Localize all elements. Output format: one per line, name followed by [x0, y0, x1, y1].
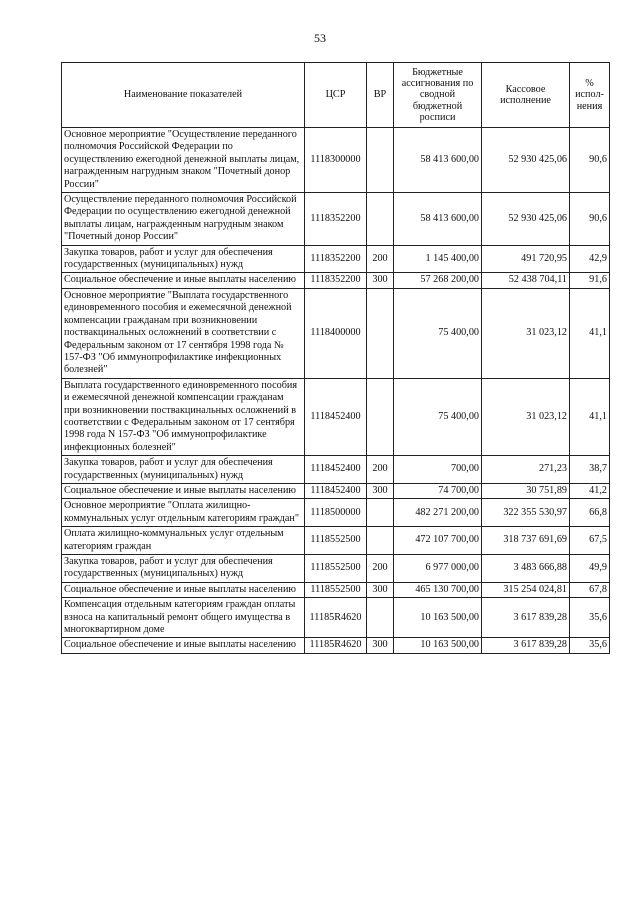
row-vr: 300	[367, 483, 394, 498]
row-cash: 322 355 530,97	[482, 499, 570, 527]
row-budget: 74 700,00	[394, 483, 482, 498]
page-number: 53	[314, 31, 326, 45]
budget-execution-table	[61, 62, 610, 654]
row-cash: 3 617 839,28	[482, 598, 570, 638]
row-budget: 482 271 200,00	[394, 499, 482, 527]
row-pct: 66,8	[570, 499, 610, 527]
row-vr: 200	[367, 555, 394, 583]
table-row	[62, 193, 610, 246]
table-row	[62, 378, 610, 455]
row-vr	[367, 193, 394, 246]
row-cash: 315 254 024,81	[482, 582, 570, 597]
row-csr: 1118400000	[305, 288, 367, 378]
row-pct: 41,2	[570, 483, 610, 498]
row-vr	[367, 527, 394, 555]
row-budget: 472 107 700,00	[394, 527, 482, 555]
row-budget: 6 977 000,00	[394, 555, 482, 583]
table-row	[62, 598, 610, 638]
row-csr: 1118552500	[305, 555, 367, 583]
table-row	[62, 273, 610, 288]
table-row	[62, 288, 610, 378]
table-row	[62, 483, 610, 498]
row-csr: 11185R4620	[305, 598, 367, 638]
row-cash: 3 483 666,88	[482, 555, 570, 583]
row-budget: 1 145 400,00	[394, 245, 482, 273]
row-cash: 31 023,12	[482, 378, 570, 455]
row-vr: 300	[367, 638, 394, 653]
row-vr: 200	[367, 245, 394, 273]
row-name: Закупка товаров, работ и услуг для обеспечения государственных (муниципальных) нужд	[62, 245, 305, 273]
row-budget: 75 400,00	[394, 288, 482, 378]
row-pct: 91,6	[570, 273, 610, 288]
row-pct: 42,9	[570, 245, 610, 273]
row-cash: 271,23	[482, 456, 570, 484]
table-row	[62, 499, 610, 527]
row-csr: 1118552500	[305, 527, 367, 555]
row-vr	[367, 288, 394, 378]
row-cash: 318 737 691,69	[482, 527, 570, 555]
table-body	[62, 128, 610, 654]
header-name: Наименование показателей	[62, 63, 305, 128]
row-csr: 11185R4620	[305, 638, 367, 653]
row-csr: 1118352200	[305, 193, 367, 246]
row-vr: 200	[367, 456, 394, 484]
row-name: Основное мероприятие "Оплата жилищно-коммунальных услуг отдельным категориям граждан"	[62, 499, 305, 527]
row-name: Социальное обеспечение и иные выплаты населению	[62, 273, 305, 288]
row-vr: 300	[367, 582, 394, 597]
row-pct: 41,1	[570, 378, 610, 455]
row-cash: 491 720,95	[482, 245, 570, 273]
row-pct: 90,6	[570, 128, 610, 193]
row-cash: 31 023,12	[482, 288, 570, 378]
row-cash: 30 751,89	[482, 483, 570, 498]
row-pct: 90,6	[570, 193, 610, 246]
row-csr: 1118352200	[305, 245, 367, 273]
row-csr: 1118500000	[305, 499, 367, 527]
row-pct: 38,7	[570, 456, 610, 484]
row-csr: 1118452400	[305, 378, 367, 455]
row-budget: 75 400,00	[394, 378, 482, 455]
row-name: Основное мероприятие "Осуществление переданного полномочия Российской Федерации по осуществлению ежегодной денежной выплаты лицам, награжденным нагрудным знаком "Почетный донор России"	[62, 128, 305, 193]
row-name: Социальное обеспечение и иные выплаты населению	[62, 582, 305, 597]
header-csr: ЦСР	[305, 63, 367, 128]
row-name: Основное мероприятие "Выплата государственного единовременного пособия и ежемесячной денежной компенсации гражданам при возникновении поствакцинальных осложнений в соответствии с Федеральным законом от 17 сентября 1998 года № 157-ФЗ "Об иммунопрофилактике инфекционных болезней"	[62, 288, 305, 378]
header-cash: Кассовое исполнение	[482, 63, 570, 128]
row-name: Выплата государственного единовременного пособия и ежемесячной денежной компенсации гражданам при возникновении поствакцинальных осложнений в соответствии с Федеральным законом от 17 сентября 1998 года N 157-ФЗ "Об иммунопрофилактике инфекционных болезней"	[62, 378, 305, 455]
table-row	[62, 582, 610, 597]
row-pct: 67,8	[570, 582, 610, 597]
header-budget: Бюджетные ассигнования по сводной бюджетной росписи	[394, 63, 482, 128]
row-csr: 1118352200	[305, 273, 367, 288]
row-csr: 1118452400	[305, 456, 367, 484]
row-csr: 1118300000	[305, 128, 367, 193]
row-name: Компенсация отдельным категориям граждан оплаты взноса на капитальный ремонт общего имущества в многоквартирном доме	[62, 598, 305, 638]
row-name: Закупка товаров, работ и услуг для обеспечения государственных (муниципальных) нужд	[62, 456, 305, 484]
table-row	[62, 456, 610, 484]
row-cash: 52 438 704,11	[482, 273, 570, 288]
row-csr: 1118552500	[305, 582, 367, 597]
row-csr: 1118452400	[305, 483, 367, 498]
row-cash: 3 617 839,28	[482, 638, 570, 653]
row-budget: 700,00	[394, 456, 482, 484]
row-budget: 10 163 500,00	[394, 598, 482, 638]
header-pct: % испол-нения	[570, 63, 610, 128]
row-pct: 35,6	[570, 598, 610, 638]
row-budget: 10 163 500,00	[394, 638, 482, 653]
row-vr	[367, 378, 394, 455]
row-name: Оплата жилищно-коммунальных услуг отдельным категориям граждан	[62, 527, 305, 555]
row-pct: 49,9	[570, 555, 610, 583]
row-vr	[367, 128, 394, 193]
table-row	[62, 527, 610, 555]
table-row	[62, 555, 610, 583]
table-header-row	[62, 63, 610, 128]
row-budget: 465 130 700,00	[394, 582, 482, 597]
row-name: Осуществление переданного полномочия Российской Федерации по осуществлению ежегодной денежной выплаты лицам, награжденным нагрудным знаком "Почетный донор России"	[62, 193, 305, 246]
row-name: Социальное обеспечение и иные выплаты населению	[62, 483, 305, 498]
row-name: Социальное обеспечение и иные выплаты населению	[62, 638, 305, 653]
row-name: Закупка товаров, работ и услуг для обеспечения государственных (муниципальных) нужд	[62, 555, 305, 583]
row-pct: 41,1	[570, 288, 610, 378]
header-vr: ВР	[367, 63, 394, 128]
row-budget: 58 413 600,00	[394, 193, 482, 246]
row-budget: 58 413 600,00	[394, 128, 482, 193]
row-vr	[367, 598, 394, 638]
row-pct: 67,5	[570, 527, 610, 555]
row-cash: 52 930 425,06	[482, 128, 570, 193]
row-budget: 57 268 200,00	[394, 273, 482, 288]
row-vr	[367, 499, 394, 527]
row-pct: 35,6	[570, 638, 610, 653]
row-cash: 52 930 425,06	[482, 193, 570, 246]
table-row	[62, 638, 610, 653]
table-row	[62, 128, 610, 193]
row-vr: 300	[367, 273, 394, 288]
table-row	[62, 245, 610, 273]
